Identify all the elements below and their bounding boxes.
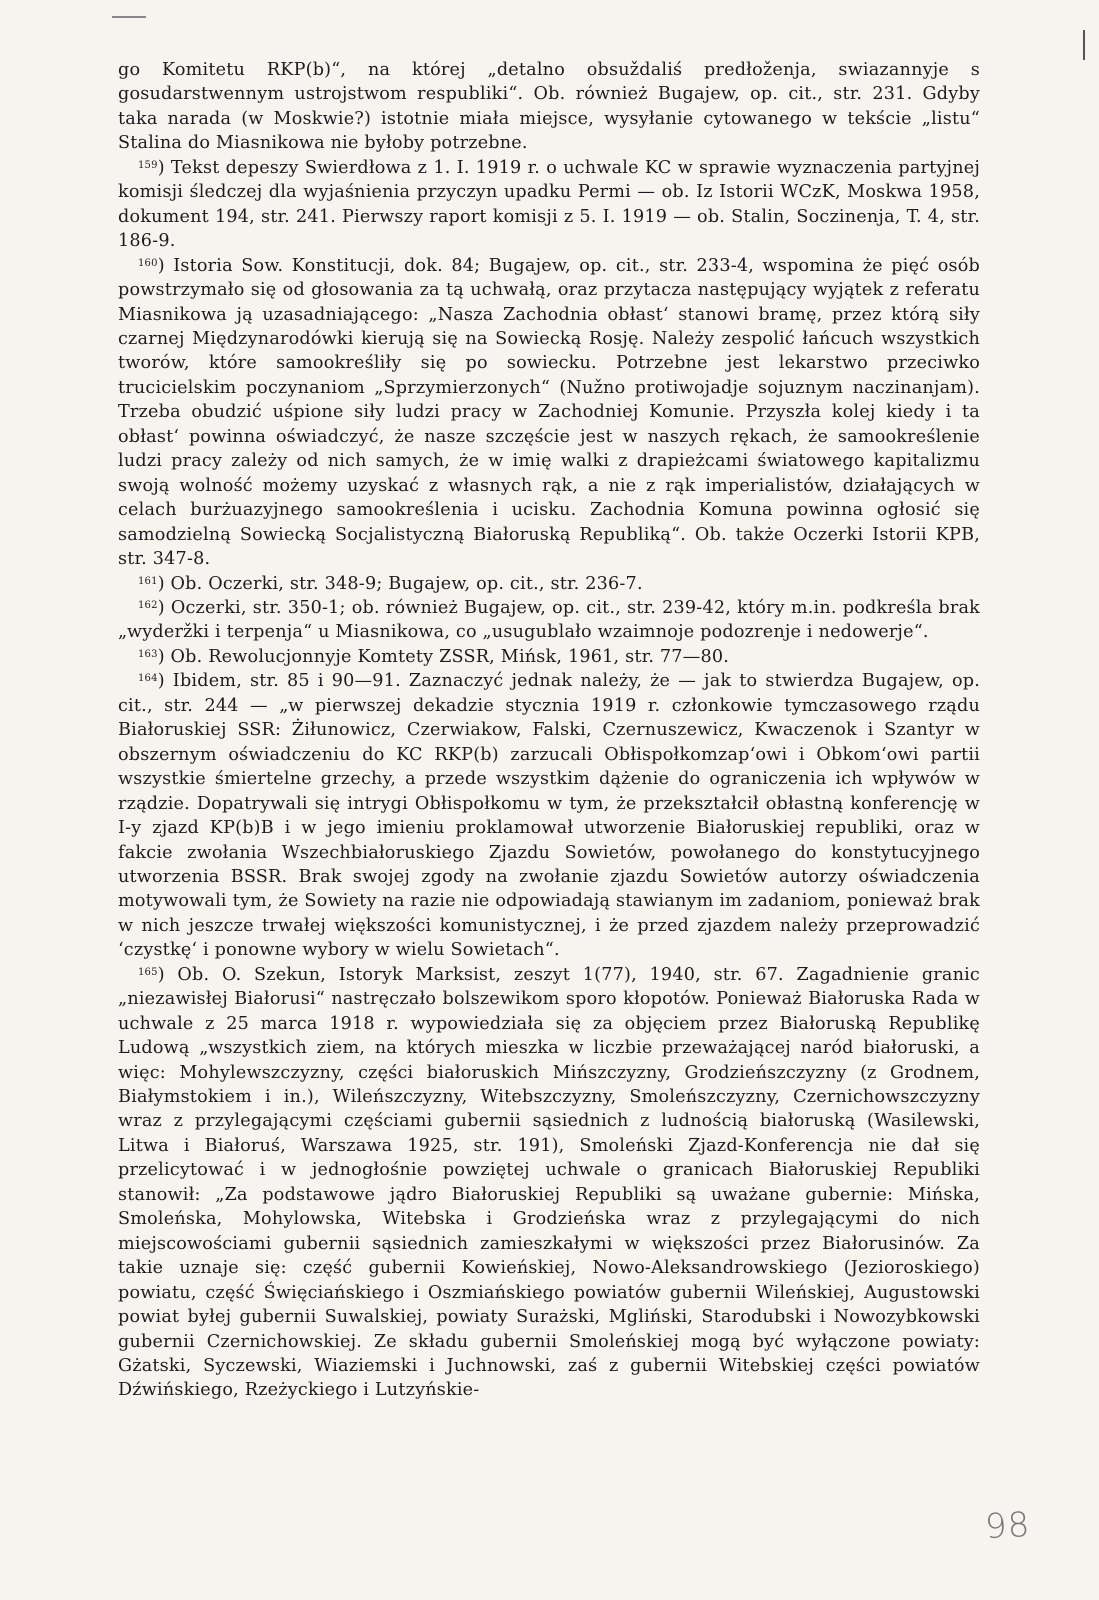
footnote-continuation: go Komitetu RKP(b)“, na której „detalno obsuždaliś predłoženja, swiazannyje s gosudarstwennym ustrojstwom respubliki“. Ob. również Bugajew, op. cit., str. 231. Gdyby taka narada (w Moskwie?) istotnie miała miejsce, wysyłanie cytowanego w tekście „listu“ Stalina do Miasnikowa nie byłoby potrzebne.	[118, 60, 980, 154]
footnote-number: 164	[138, 673, 158, 685]
footnote-163: $^{163}$) Ob. Rewolucjonnyje Komtety ZSSR, Mińsk, 1961, str. 77—80.	[138, 646, 730, 667]
footnote-number: 165	[138, 966, 158, 978]
footnote-number: 161	[138, 575, 158, 587]
handwritten-page-number: 98	[983, 1504, 1032, 1548]
footnote-162: $^{162}$) Oczerki, str. 350-1; ob. również Bugajew, op. cit., str. 239-42, który m.in. podkreśla brak „wyderžki i terpenja“ u Miasnikowa, co „usugublało wzaimnoje podozrenje i nedowerje“.	[118, 597, 980, 643]
footnote-number: 159	[138, 159, 158, 171]
footnote-164: $^{164}$) Ibidem, str. 85 i 90—91. Zaznaczyć jednak należy, że — jak to stwierdza Bugajew, op. cit., str. 244 — „w pierwszej dekadzie stycznia 1919 r. członkowie tymczasowego rządu Białoruskiej SSR: Żiłunowicz, Czerwiakow, Falski, Czernuszewicz, Kwaczenok i Szantyr w obszernym oświadczeniu do KC RKP(b) zarzucali Obłispołkomzap‘owi i Obkom‘owi partii wszystkie śmiertelne grzechy, a przede wszystkim dążenie do ograniczenia ich wpływów w rządzie. Dopatrywali się intrygi Obłispołkomu w tym, że przekształcił obłastną konferencję w I-y zjazd KP(b)B i w jego imieniu proklamował utworzenie Białoruskiej republiki, oraz w fakcie zwołania Wszechbiałoruskiego Zjazdu Sowietów, powołanego do konstytucyjnego utworzenia BSSR. Brak swojej zgody na zwołanie zjazdu Sowietów autorzy oświadczenia motywowali tym, że Sowiety na razie nie odpowiadają stawianym im zadaniom, ponieważ brak w nich jeszcze trwałej większości komunistycznej, i że przed zjazdem należy przeprowadzić ‘czystkę‘ i ponowne wybory w wielu Sowietach“.	[118, 671, 980, 961]
footnote-number: 163	[138, 648, 158, 660]
footnote-161: $^{161}$) Ob. Oczerki, str. 348-9; Bugajew, op. cit., str. 236-7.	[138, 573, 643, 594]
footnote-number: 160	[138, 257, 158, 269]
footnote-159: $^{159}$) Tekst depeszy Swierdłowa z 1. I. 1919 r. o uchwale KC w sprawie wyznaczenia partyjnej komisji śledczej dla wyjaśnienia przyczyn upadku Permi — ob. Iz Istorii WCzK, Moskwa 1958, dokument 194, str. 241. Pierwszy raport komisji z 5. I. 1919 — ob. Stalin, Soczinenja, T. 4, str. 186-9.	[118, 157, 980, 252]
footnote-160: $^{160}$) Istoria Sow. Konstitucji, dok. 84; Bugajew, op. cit., str. 233-4, wspomina że pięć osób powstrzymało się od głosowania za tą uchwałą, oraz przytacza następujący wyjątek z referatu Miasnikowa ją uzasadniającego: „Nasza Zachodnia obłast‘ stanowi bramę, przez którą siły czarnej Międzynarodówki kierują się na Sowiecką Rosję. Należy zespolić łańcuch wszystkich tworów, które samookreśliły się po sowiecku. Potrzebne jest lekarstwo przeciwko trucicielskim poczynaniom „Sprzymierzonych“ (Nužno protiwojadje sojuznym naczinanjam). Trzeba obudzić uśpione siły ludzi pracy w Zachodniej Komunie. Przyszła kolej kiedy i ta obłast‘ powinna oświadczyć, że nasze szczęście jest w naszych rękach, że samookreślenie ludzi pracy zależy od nich samych, że w imię walki z drapieżcami światowego kapitalizmu swoją wolność możemy uzyskać z własnych rąk, a nie z rąk imperialistów, działających w celach burżuazyjnego samookreślenia i ucisku. Zachodnia Komuna powinna ogłosić się samodzielną Sowiecką Socjalistyczną Białoruską Republiką“. Ob. także Oczerki Istorii KPB, str. 347-8.	[118, 255, 980, 570]
footnotes-text	[118, 58, 980, 1403]
scan-edge-mark	[1083, 30, 1085, 60]
footnote-number: 162	[138, 599, 158, 611]
footnote-165: $^{165}$) Ob. O. Szekun, Istoryk Marksist, zeszyt 1(77), 1940, str. 67. Zagadnienie granic „niezawisłej Białorusi“ nastręczało bolszewikom sporo kłopotów. Ponieważ Białoruska Rada w uchwale z 25 marca 1918 r. wypowiedziała się za objęciem przez Białoruską Republikę Ludową „wszystkich ziem, na których mieszka w liczbie przeważającej naród białoruski, a więc: Mohylewszczyzny, części białoruskich Mińszczyzny, Grodzieńszczyzny (z Grodnem, Białymstokiem i in.), Wileńszczyzny, Witebszczyzny, Smoleńszczyzny, Czernichowszczyzny wraz z przylegającymi częściami gubernii sąsiednich z ludnością białoruską (Wasilewski, Litwa i Białoruś, Warszawa 1925, str. 191), Smoleński Zjazd-Konferencja nie dał się przelicytować i w jednogłośnie powziętej uchwale o granicach Białoruskiej Republiki stanowił: „Za podstawowe jądro Białoruskiej Republiki są uważane gubernie: Mińska, Smoleńska, Mohylowska, Witebska i Grodzieńska wraz z przylegającymi do nich miejscowościami gubernii sąsiednich zamieszkałymi w większości przez Białorusinów. Za takie uznaje się: część gubernii Kowieńskiej, Nowo-Aleksandrowskiego (Jezioroskiego) powiatu, część Święciańskiego i Oszmiańskiego powiatów gubernii Wileńskiej, Augustowski powiat byłej gubernii Suwalskiej, powiaty Surażski, Mgliński, Starodubski i Nowozybkowski gubernii Czernichowskiej. Ze składu gubernii Smoleńskiej mogą być wyłączone powiaty: Gżatski, Syczewski, Wiaziemski i Juchnowski, zaś z gubernii Witebskiej części powiatów Dźwińskiego, Rzeżyckiego i Lutzyńskie-	[118, 964, 980, 1401]
scan-mark	[112, 16, 146, 18]
